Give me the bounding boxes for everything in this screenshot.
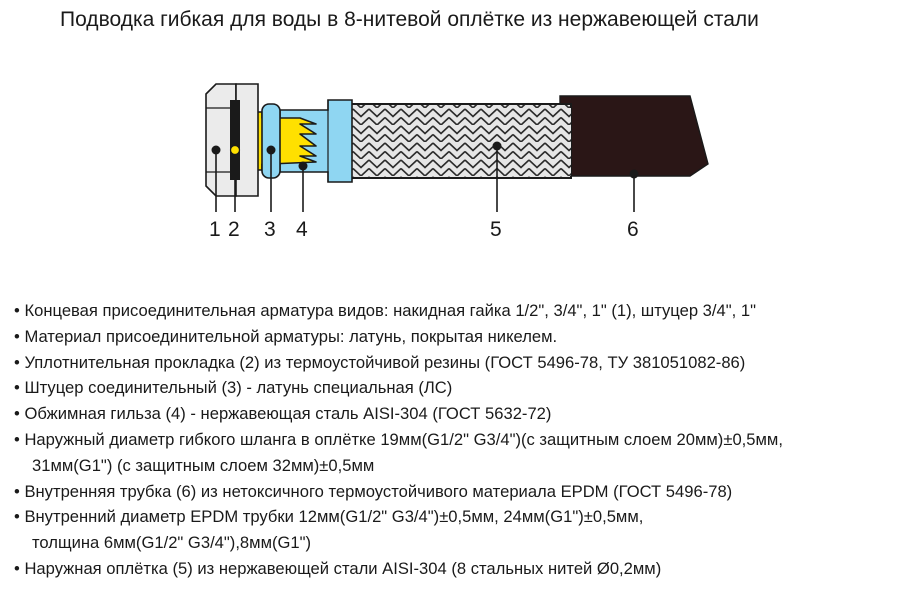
spec-item: • Обжимная гильза (4) - нержавеющая сталь AISI-304 (ГОСТ 5632-72) [14, 404, 552, 424]
label-5: 5 [490, 218, 502, 241]
label-2: 2 [228, 218, 240, 241]
label-3: 3 [264, 218, 276, 241]
spec-item-continuation: толщина 6мм(G1/2" G3/4"),8мм(G1") [32, 533, 312, 553]
spec-item: • Концевая присоединительная арматура видов: накидная гайка 1/2", 3/4", 1" (1), штуцер 3/4", 1" [14, 301, 756, 320]
dot-5 [493, 142, 502, 151]
spec-item: • Штуцер соединительный (3) - латунь специальная (ЛС) [14, 378, 453, 398]
inner-tube [560, 96, 708, 176]
dot-4 [299, 162, 308, 171]
page-title: Подводка гибкая для воды в 8-нитевой оплётке из нержавеющей стали [60, 8, 759, 31]
braid-band-low [351, 159, 571, 176]
label-6: 6 [627, 218, 639, 241]
spec-list [14, 298, 783, 582]
label-4: 4 [296, 218, 308, 241]
braid-band-bot [351, 142, 571, 159]
braid-band-top [351, 108, 571, 125]
dot-1 [212, 146, 221, 155]
spec-item: • Материал присоединительной арматуры: латунь, покрытая никелем. [14, 326, 558, 346]
label-1: 1 [209, 218, 221, 241]
braid-band-mid [351, 125, 571, 142]
dot-3 [267, 146, 276, 155]
spec-item: • Наружный диаметр гибкого шланга в оплётке 19мм(G1/2" G3/4")(с защитным слоем 20мм)±0,5мм, [14, 429, 783, 449]
spec-item: • Уплотнительная прокладка (2) из термоустойчивой резины (ГОСТ 5496-78, ТУ 381051082-86) [14, 352, 746, 372]
spec-item: • Наружная оплётка (5) из нержавеющей стали AISI-304 (8 стальных нитей Ø0,2мм) [14, 558, 662, 578]
dot-2 [231, 146, 240, 155]
dot-6 [630, 170, 639, 179]
hose-diagram [0, 0, 924, 290]
spec-item: • Внутренний диаметр EPDM трубки 12мм(G1/2" G3/4")±0,5мм, 24мм(G1")±0,5мм, [14, 507, 644, 527]
spec-item: • Внутренняя трубка (6) из нетоксичного термоустойчивого материала EPDM (ГОСТ 5496-78) [14, 481, 733, 501]
spec-item-continuation: 31мм(G1") (с защитным слоем 32мм)±0,5мм [32, 455, 375, 475]
